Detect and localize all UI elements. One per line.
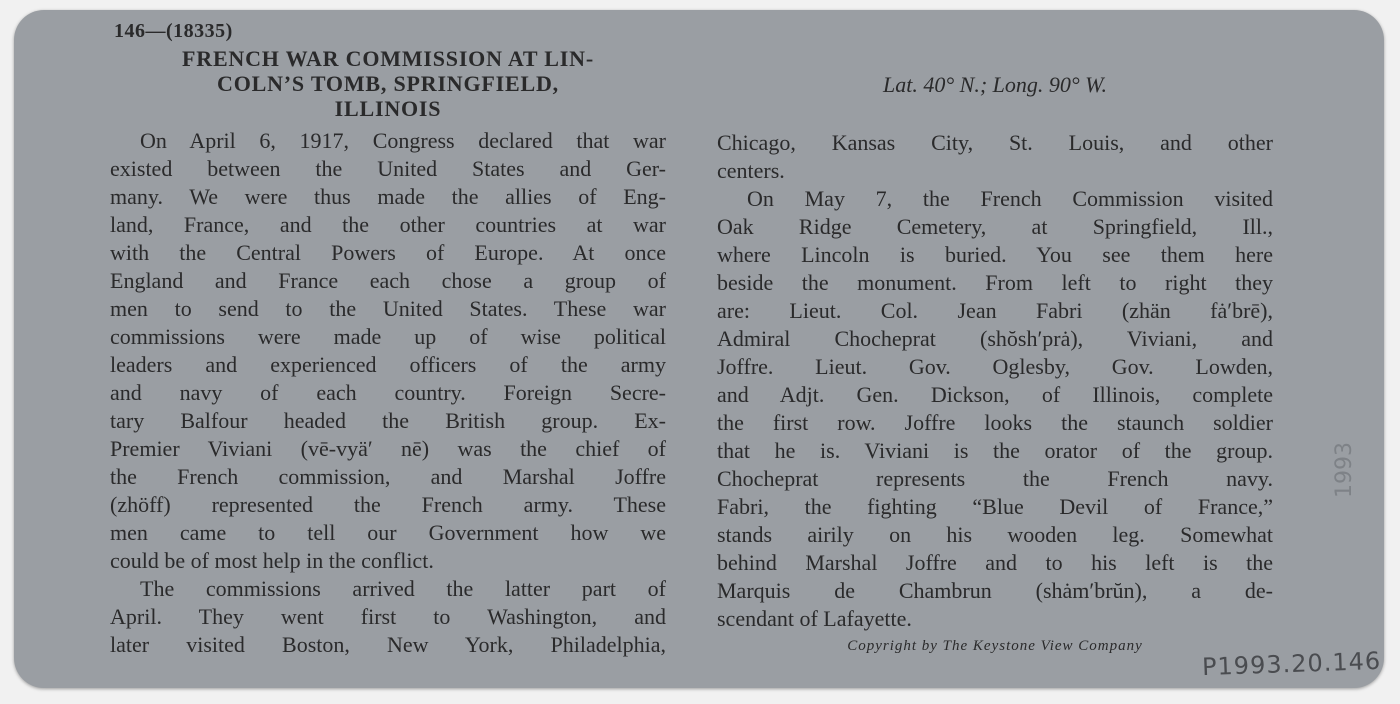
accession-number: P1993.20.146 <box>1201 646 1382 682</box>
text-line: existed between the United States and Ger- <box>110 156 666 181</box>
text-line: the first row. Joffre looks the staunch soldier <box>717 410 1273 435</box>
left-text-column <box>110 127 666 659</box>
lat-long: Lat. 40° N.; Long. 90° W. <box>883 72 1107 97</box>
text-line: Admiral Chocheprat (shŏsh′prȧ), Viviani, and <box>717 326 1273 351</box>
text-line: are: Lieut. Col. Jean Fabri (zhän fȧ′brē), <box>717 298 1273 323</box>
text-line: (zhöff) represented the French army. These <box>110 492 666 517</box>
text-line: stands airily on his wooden leg. Somewhat <box>717 522 1273 547</box>
text-line: beside the monument. From left to right they <box>717 270 1273 295</box>
text-line: Joffre. Lieut. Gov. Oglesby, Gov. Lowden, <box>717 354 1273 379</box>
text-line: On April 6, 1917, Congress declared that war <box>140 128 666 153</box>
text-line: many. We were thus made the allies of Eng- <box>110 184 666 209</box>
text-line: Marquis de Chambrun (shȧm′brŭn), a de- <box>717 578 1273 603</box>
text-line: Fabri, the fighting “Blue Devil of France,” <box>717 494 1273 519</box>
text-line: behind Marshal Joffre and to his left is the <box>717 550 1273 575</box>
title-line: FRENCH WAR COMMISSION AT LIN- <box>182 46 594 71</box>
text-line: with the Central Powers of Europe. At once <box>110 240 666 265</box>
text-line: Premier Viviani (vē-vyä′ nē) was the chief of <box>110 436 666 461</box>
text-line: commissions were made up of wise political <box>110 324 666 349</box>
text-line: could be of most help in the conflict. <box>110 548 434 573</box>
text-line: April. They went first to Washington, and <box>110 604 666 629</box>
text-line: centers. <box>717 158 785 183</box>
text-line: men came to tell our Government how we <box>110 520 666 545</box>
title-line: COLN’S TOMB, SPRINGFIELD, <box>217 71 559 96</box>
text-line: land, France, and the other countries at war <box>110 212 666 237</box>
text-line: men to send to the United States. These war <box>110 296 666 321</box>
card-number: 146—(18335) <box>114 20 233 42</box>
text-line: scendant of Lafayette. <box>717 606 912 631</box>
copyright-line: Copyright by The Keystone View Company <box>847 638 1143 654</box>
text-line: The commissions arrived the latter part of <box>140 576 666 601</box>
right-text-column <box>717 129 1273 633</box>
text-line: that he is. Viviani is the orator of the group. <box>717 438 1273 463</box>
text-line: On May 7, the French Commission visited <box>747 186 1273 211</box>
text-line: Chocheprat represents the French navy. <box>717 466 1273 491</box>
title-line: ILLINOIS <box>334 96 442 121</box>
stereoview-card-back <box>14 10 1384 688</box>
text-line: where Lincoln is buried. You see them here <box>717 242 1273 267</box>
text-line: England and France each chose a group of <box>110 268 666 293</box>
handwritten-side-mark: 1993 <box>1332 442 1357 498</box>
card-title <box>110 46 666 121</box>
text-line: later visited Boston, New York, Philadelphia, <box>110 632 666 657</box>
text-line: Oak Ridge Cemetery, at Springfield, Ill., <box>717 214 1273 239</box>
text-line: tary Balfour headed the British group. Ex- <box>110 408 666 433</box>
text-line: the French commission, and Marshal Joffre <box>110 464 666 489</box>
text-line: and navy of each country. Foreign Secre- <box>110 380 666 405</box>
text-line: leaders and experienced officers of the army <box>110 352 666 377</box>
text-line: Chicago, Kansas City, St. Louis, and other <box>717 130 1273 155</box>
text-line: and Adjt. Gen. Dickson, of Illinois, complete <box>717 382 1273 407</box>
